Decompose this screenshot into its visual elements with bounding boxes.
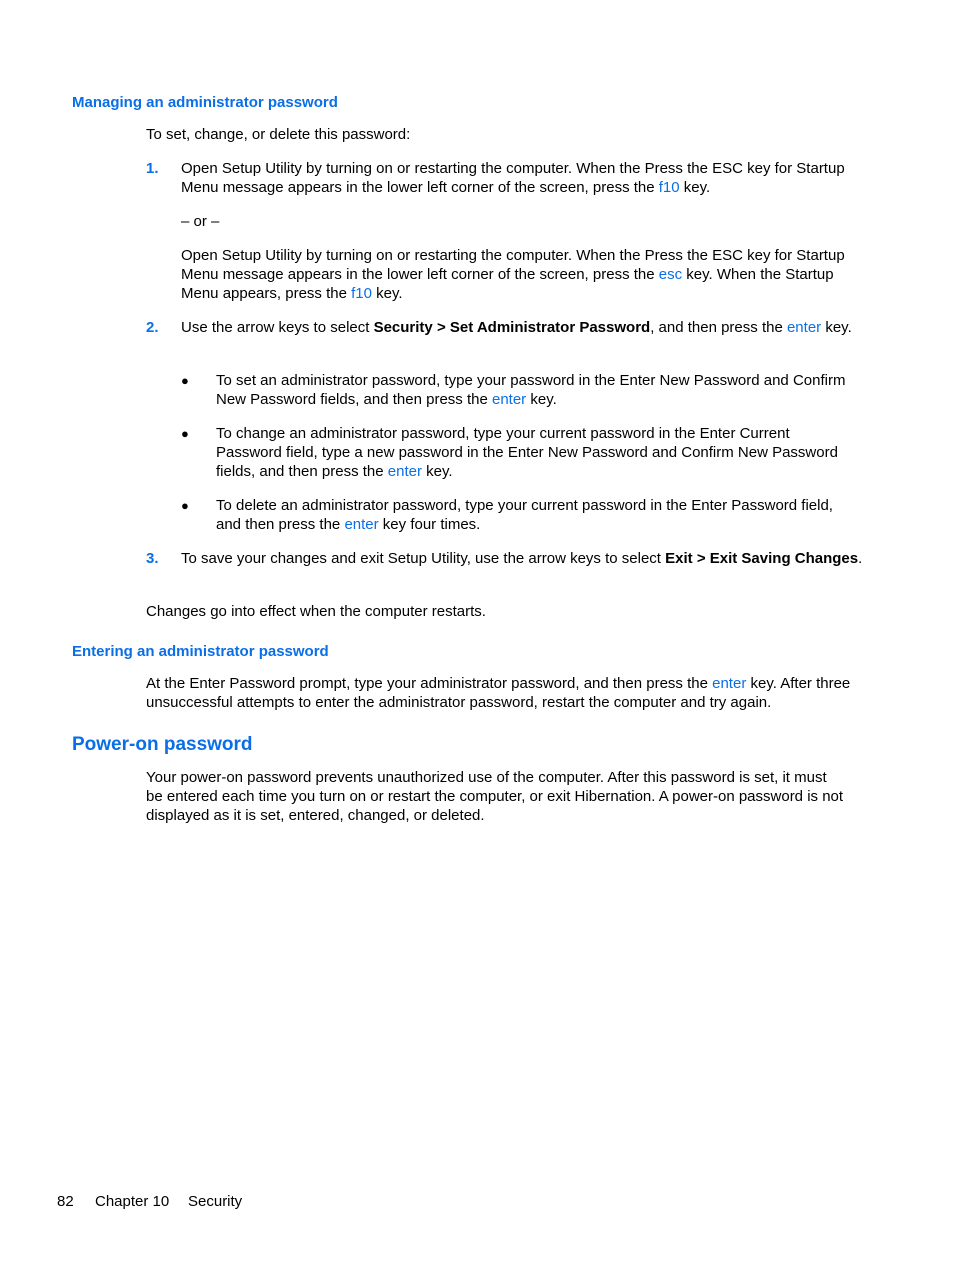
step-number-2: 2. xyxy=(146,319,159,336)
step-number-1: 1. xyxy=(146,160,159,177)
bullet-set-password xyxy=(216,371,846,409)
footer-section: Security xyxy=(188,1193,243,1210)
step-2-middle: , and then press the xyxy=(650,319,787,336)
page-number: 82 xyxy=(57,1193,74,1210)
bullet-suffix: key four times. xyxy=(378,516,481,534)
bullet-text: To delete an administrator password, type your current password in the Enter Password field, and then press the xyxy=(216,497,833,534)
step-1-text-a xyxy=(181,159,871,197)
intro-text: To set, change, or delete this password: xyxy=(146,126,411,143)
or-separator: – or – xyxy=(181,213,220,230)
entering-text: At the Enter Password prompt, type your administrator password, and then press the xyxy=(146,675,713,692)
bullet-suffix: key. xyxy=(526,391,557,409)
key-enter: enter xyxy=(712,675,747,692)
section-heading-entering: Entering an administrator password xyxy=(72,643,329,660)
key-enter: enter xyxy=(387,463,422,481)
key-esc: esc xyxy=(658,266,683,284)
step-1-a-text: Open Setup Utility by turning on or restarting the computer. When the Press the ESC key for Startup Menu message appears in the lower left corner of the screen, press the xyxy=(181,160,845,197)
step-3-prefix: To save your changes and exit Setup Utility, use the arrow keys to select xyxy=(181,550,666,567)
section-heading-managing: Managing an administrator password xyxy=(72,94,338,111)
key-enter: enter xyxy=(344,516,379,534)
step-2-prefix: Use the arrow keys to select xyxy=(181,319,374,336)
step-1-b-text: Open Setup Utility by turning on or restarting the computer. When the Press the ESC key for Startup Menu message appears in the lower left corner of the screen, press the xyxy=(181,247,845,284)
bullet-symbol: ● xyxy=(181,498,189,513)
key-f10: f10 xyxy=(658,179,680,197)
bullet-text: To change an administrator password, type your current password in the Enter Current Password field, type a new password in the Enter New Password and Confirm New Password fields, and then press the xyxy=(216,425,838,481)
entering-suffix: key. After three unsuccessful attempts to enter the administrator password, restart the computer and try again. xyxy=(146,675,851,712)
bullet-symbol: ● xyxy=(181,373,189,388)
key-enter: enter xyxy=(491,391,527,409)
key-enter: enter xyxy=(786,319,822,336)
bullet-change-password xyxy=(216,424,846,482)
bullet-text: To set an administrator password, type your password in the Enter New Password and Confirm New Password fields, and then press the xyxy=(216,372,846,409)
footer-chapter: Chapter 10 xyxy=(95,1193,170,1210)
menu-path: Security > Set Administrator Password xyxy=(373,319,651,336)
step-number-3: 3. xyxy=(146,550,159,567)
bullet-suffix: key. xyxy=(421,463,453,481)
entering-paragraph xyxy=(146,674,871,712)
menu-path: Exit > Exit Saving Changes xyxy=(665,550,859,567)
outro-text: Changes go into effect when the computer restarts. xyxy=(146,603,486,620)
step-1-b-middle: key. When the Startup Menu appears, press the xyxy=(181,266,834,303)
step-1-a-suffix: key. xyxy=(679,179,711,197)
step-2-text xyxy=(181,318,871,337)
step-3-suffix: . xyxy=(858,550,863,567)
step-3-text xyxy=(181,549,871,568)
bullet-symbol: ● xyxy=(181,426,189,441)
bullet-delete-password xyxy=(216,496,846,534)
step-1-text-b xyxy=(181,246,871,304)
step-2-suffix: key. xyxy=(821,319,852,336)
power-on-paragraph: Your power-on password prevents unauthorized use of the computer. After this password is set, it must be entered each time you turn on or restart the computer, or exit Hibernation. A power-on password is not displayed as it is set, entered, changed, or deleted. xyxy=(146,769,844,825)
step-1-b-suffix: key. xyxy=(371,285,403,303)
key-f10: f10 xyxy=(351,285,372,303)
section-heading-power-on: Power-on password xyxy=(72,734,253,755)
